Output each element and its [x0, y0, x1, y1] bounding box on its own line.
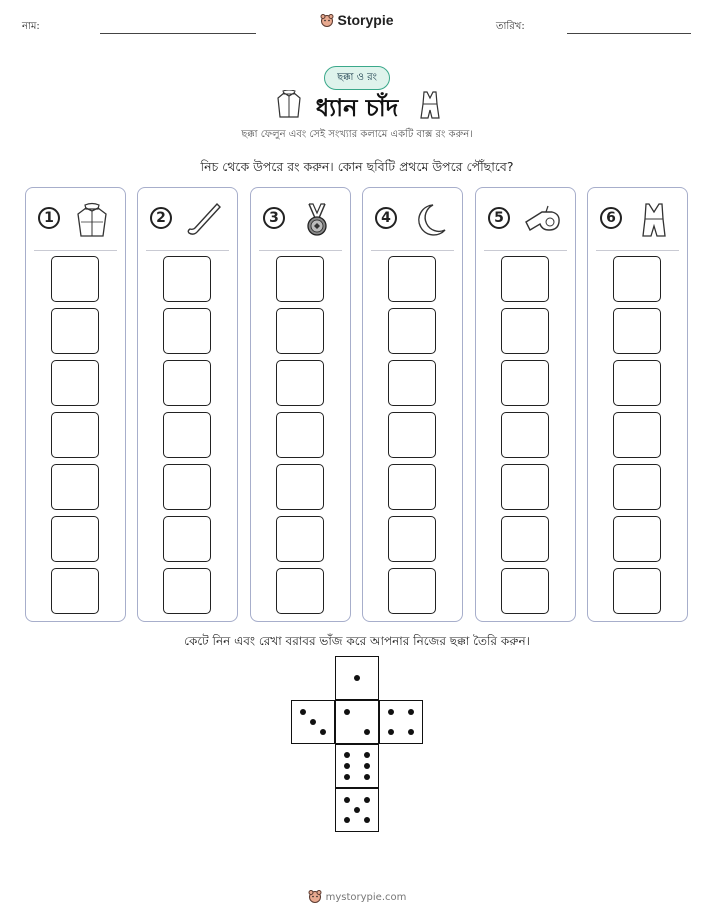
sports-kit-title-icon [418, 90, 442, 120]
color-box[interactable] [613, 464, 661, 510]
whistle-icon [522, 202, 562, 238]
color-box[interactable] [163, 360, 211, 406]
pip [388, 709, 394, 715]
color-box[interactable] [163, 308, 211, 354]
pip [344, 817, 350, 823]
column-number: 4 [375, 207, 397, 229]
color-box[interactable] [51, 412, 99, 458]
column-4 [362, 187, 463, 622]
column-1 [25, 187, 126, 622]
date-label: তারিখ: [496, 21, 525, 32]
color-box[interactable] [388, 308, 436, 354]
color-box[interactable] [276, 360, 324, 406]
color-box[interactable] [501, 256, 549, 302]
pip [344, 763, 350, 769]
pip [344, 709, 350, 715]
footer [0, 889, 714, 903]
column-3 [250, 187, 351, 622]
color-box[interactable] [613, 308, 661, 354]
color-box[interactable] [388, 360, 436, 406]
column-divider [484, 250, 567, 251]
column-header [251, 188, 350, 250]
column-number: 2 [150, 207, 172, 229]
hockey-stick-icon [184, 202, 224, 238]
pip [354, 807, 360, 813]
column-divider [146, 250, 229, 251]
column-2 [137, 187, 238, 622]
activity-badge: ছক্কা ও রং [324, 66, 390, 90]
color-box[interactable] [613, 256, 661, 302]
color-box[interactable] [276, 568, 324, 614]
column-number: 6 [600, 207, 622, 229]
pip [364, 817, 370, 823]
brand-logo [0, 12, 714, 28]
footer-url: mystorypie.com [325, 892, 407, 903]
pip [364, 797, 370, 803]
die-face-3 [291, 700, 335, 744]
column-divider [259, 250, 342, 251]
color-box[interactable] [276, 256, 324, 302]
color-box[interactable] [501, 360, 549, 406]
color-box[interactable] [501, 412, 549, 458]
column-number: 1 [38, 207, 60, 229]
color-box[interactable] [501, 516, 549, 562]
date-line [567, 33, 691, 34]
pip [320, 729, 326, 735]
name-label: নাম: [22, 21, 40, 32]
color-box[interactable] [163, 568, 211, 614]
pip [354, 675, 360, 681]
column-divider [34, 250, 117, 251]
color-box[interactable] [613, 412, 661, 458]
column-divider [596, 250, 679, 251]
column-5 [475, 187, 576, 622]
color-box[interactable] [388, 568, 436, 614]
color-box[interactable] [613, 360, 661, 406]
color-box[interactable] [501, 568, 549, 614]
pip [310, 719, 316, 725]
name-line [100, 33, 256, 34]
color-box[interactable] [501, 308, 549, 354]
pip [364, 729, 370, 735]
column-header [26, 188, 125, 250]
color-box[interactable] [276, 412, 324, 458]
subtitle: ছক্কা ফেলুন এবং সেই সংখ্যার কলামে একটি বাক্স রং করুন। [241, 129, 473, 140]
color-box[interactable] [51, 256, 99, 302]
cut-instruction: কেটে নিন এবং রেখা বরাবর ভাঁজ করে আপনার নিজের ছক্কা তৈরি করুন। [184, 634, 530, 648]
color-box[interactable] [51, 308, 99, 354]
color-box[interactable] [163, 256, 211, 302]
color-box[interactable] [276, 464, 324, 510]
crescent-moon-icon [409, 202, 449, 238]
pip [344, 774, 350, 780]
column-header [588, 188, 687, 250]
bear-logo-icon [308, 889, 322, 903]
brand-name: Storypie [337, 12, 394, 28]
die-face-5 [335, 788, 379, 832]
color-box[interactable] [613, 516, 661, 562]
pip [408, 729, 414, 735]
page-title: ধ্যান চাঁদ [315, 94, 399, 122]
column-6 [587, 187, 688, 622]
color-box[interactable] [388, 256, 436, 302]
color-box[interactable] [388, 464, 436, 510]
color-box[interactable] [276, 308, 324, 354]
color-box[interactable] [163, 464, 211, 510]
color-box[interactable] [388, 412, 436, 458]
column-header [138, 188, 237, 250]
instruction: নিচ থেকে উপরে রং করুন। কোন ছবিটি প্রথমে উপরে পৌঁছাবে? [200, 159, 514, 174]
pip [364, 752, 370, 758]
pip [408, 709, 414, 715]
column-number: 5 [488, 207, 510, 229]
pip [388, 729, 394, 735]
color-box[interactable] [51, 464, 99, 510]
pip [364, 763, 370, 769]
color-box[interactable] [51, 360, 99, 406]
color-box[interactable] [276, 516, 324, 562]
column-divider [371, 250, 454, 251]
pip [344, 752, 350, 758]
column-number: 3 [263, 207, 285, 229]
column-header [476, 188, 575, 250]
die-face-2 [335, 700, 379, 744]
pip [344, 797, 350, 803]
jacket-icon [72, 202, 112, 238]
column-header [363, 188, 462, 250]
color-box[interactable] [613, 568, 661, 614]
color-box[interactable] [163, 412, 211, 458]
pip [364, 774, 370, 780]
die-face-6 [335, 744, 379, 788]
die-face-1 [335, 656, 379, 700]
color-box[interactable] [163, 516, 211, 562]
color-box[interactable] [51, 568, 99, 614]
die-face-4 [379, 700, 423, 744]
color-box[interactable] [501, 464, 549, 510]
medal-icon [297, 202, 337, 238]
sports-kit-icon [634, 202, 674, 238]
pip [300, 709, 306, 715]
bear-logo-icon [320, 13, 334, 27]
color-box[interactable] [51, 516, 99, 562]
color-box[interactable] [388, 516, 436, 562]
